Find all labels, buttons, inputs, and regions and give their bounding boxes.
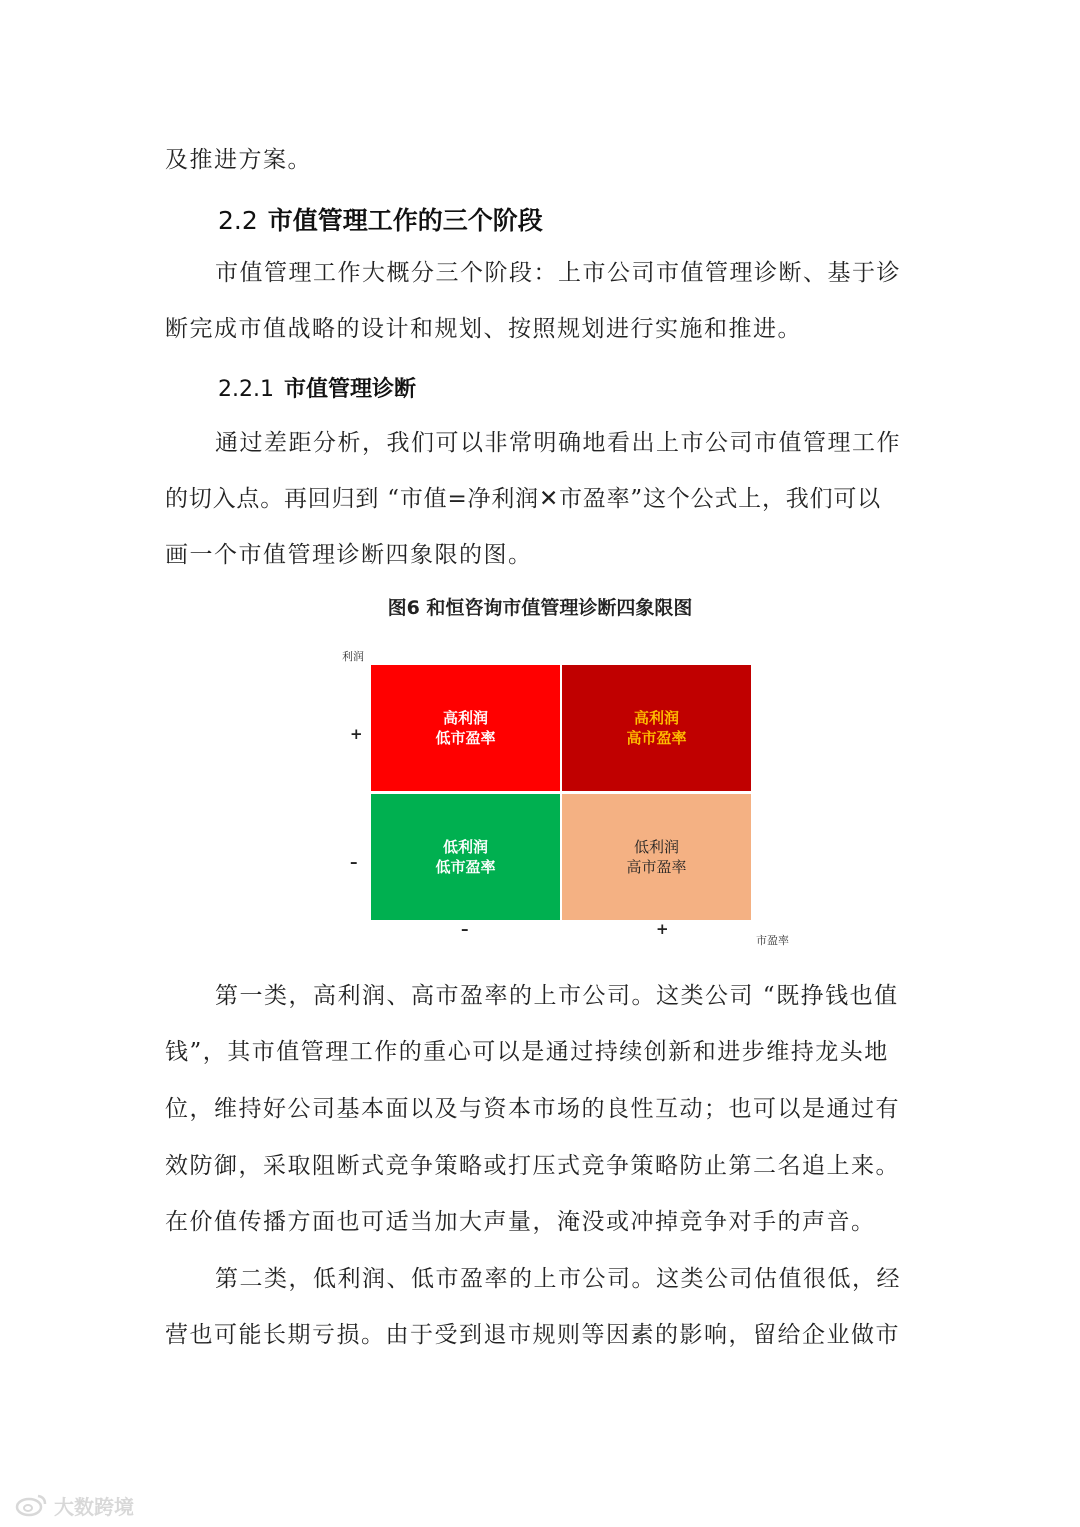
paragraph-line: 第二类，低利润、低市盈率的上市公司。这类公司估值很低，经 <box>215 1266 901 1292</box>
section-title: 市值管理工作的三个阶段 <box>267 206 543 235</box>
x-tick-plus: + <box>656 920 669 938</box>
y-tick-minus: – <box>350 853 358 871</box>
quadrant-low-profit-low-pe <box>371 794 560 920</box>
paragraph-line: 第一类，高利润、高市盈率的上市公司。这类公司 “既挣钱也值 <box>215 983 899 1009</box>
paragraph-line: 效防御，采取阻断式竞争策略或打压式竞争策略防止第二名追上来。 <box>165 1153 900 1179</box>
paragraph-line: 及推进方案。 <box>165 147 312 173</box>
paragraph-line: 市值管理工作大概分三个阶段：上市公司市值管理诊断、基于诊 <box>215 260 901 286</box>
paragraph-line: 画一个市值管理诊断四象限的图。 <box>165 542 533 568</box>
section-number: 2.2.1 <box>218 377 274 402</box>
y-axis-title: 利润 <box>342 650 364 663</box>
weibo-logo-icon <box>14 1493 48 1517</box>
y-tick-plus: + <box>350 725 363 743</box>
quadrant-label-line2: 低市盈率 <box>435 858 496 876</box>
section-number: 2.2 <box>218 206 258 235</box>
quadrant-label-line1: 低利润 <box>633 838 679 856</box>
quadrant-high-profit-high-pe <box>562 665 751 791</box>
section-title: 市值管理诊断 <box>283 377 416 402</box>
x-tick-minus: – <box>461 920 469 938</box>
paragraph-line: 位，维持好公司基本面以及与资本市场的良性互动；也可以是通过有 <box>165 1096 900 1122</box>
quadrant-label-line1: 高利润 <box>442 709 488 727</box>
paragraph-line: 钱”，其市值管理工作的重心可以是通过持续创新和进步维持龙头地 <box>165 1039 889 1065</box>
quadrant-label-line2: 高市盈率 <box>626 729 687 747</box>
paragraph-line: 的切入点。再回归到 “市值=净利润✕市盈率”这个公式上，我们可以 <box>165 486 881 512</box>
watermark-text: 大数跨境 <box>54 1494 134 1519</box>
quadrant-chart <box>330 640 810 950</box>
quadrant-low-profit-high-pe <box>562 794 751 920</box>
x-axis-title: 市盈率 <box>756 934 789 947</box>
paragraph-line: 断完成市值战略的设计和规划、按照规划进行实施和推进。 <box>165 316 802 342</box>
quadrant-label-line1: 高利润 <box>633 709 679 727</box>
quadrant-high-profit-low-pe <box>371 665 560 791</box>
quadrant-label-line1: 低利润 <box>442 838 488 856</box>
paragraph-line: 通过差距分析，我们可以非常明确地看出上市公司市值管理工作 <box>215 430 901 456</box>
section-heading-2-2 <box>218 201 543 237</box>
paragraph-line: 在价值传播方面也可适当加大声量，淹没或冲掉竞争对手的声音。 <box>165 1209 876 1235</box>
quadrant-label-line2: 高市盈率 <box>626 858 687 876</box>
figure-caption: 图6 和恒咨询市值管理诊断四象限图 <box>387 597 693 619</box>
quadrant-label-line2: 低市盈率 <box>435 729 496 747</box>
section-heading-2-2-1 <box>218 372 416 403</box>
watermark <box>14 1492 134 1518</box>
paragraph-line: 营也可能长期亏损。由于受到退市规则等因素的影响，留给企业做市 <box>165 1322 900 1348</box>
